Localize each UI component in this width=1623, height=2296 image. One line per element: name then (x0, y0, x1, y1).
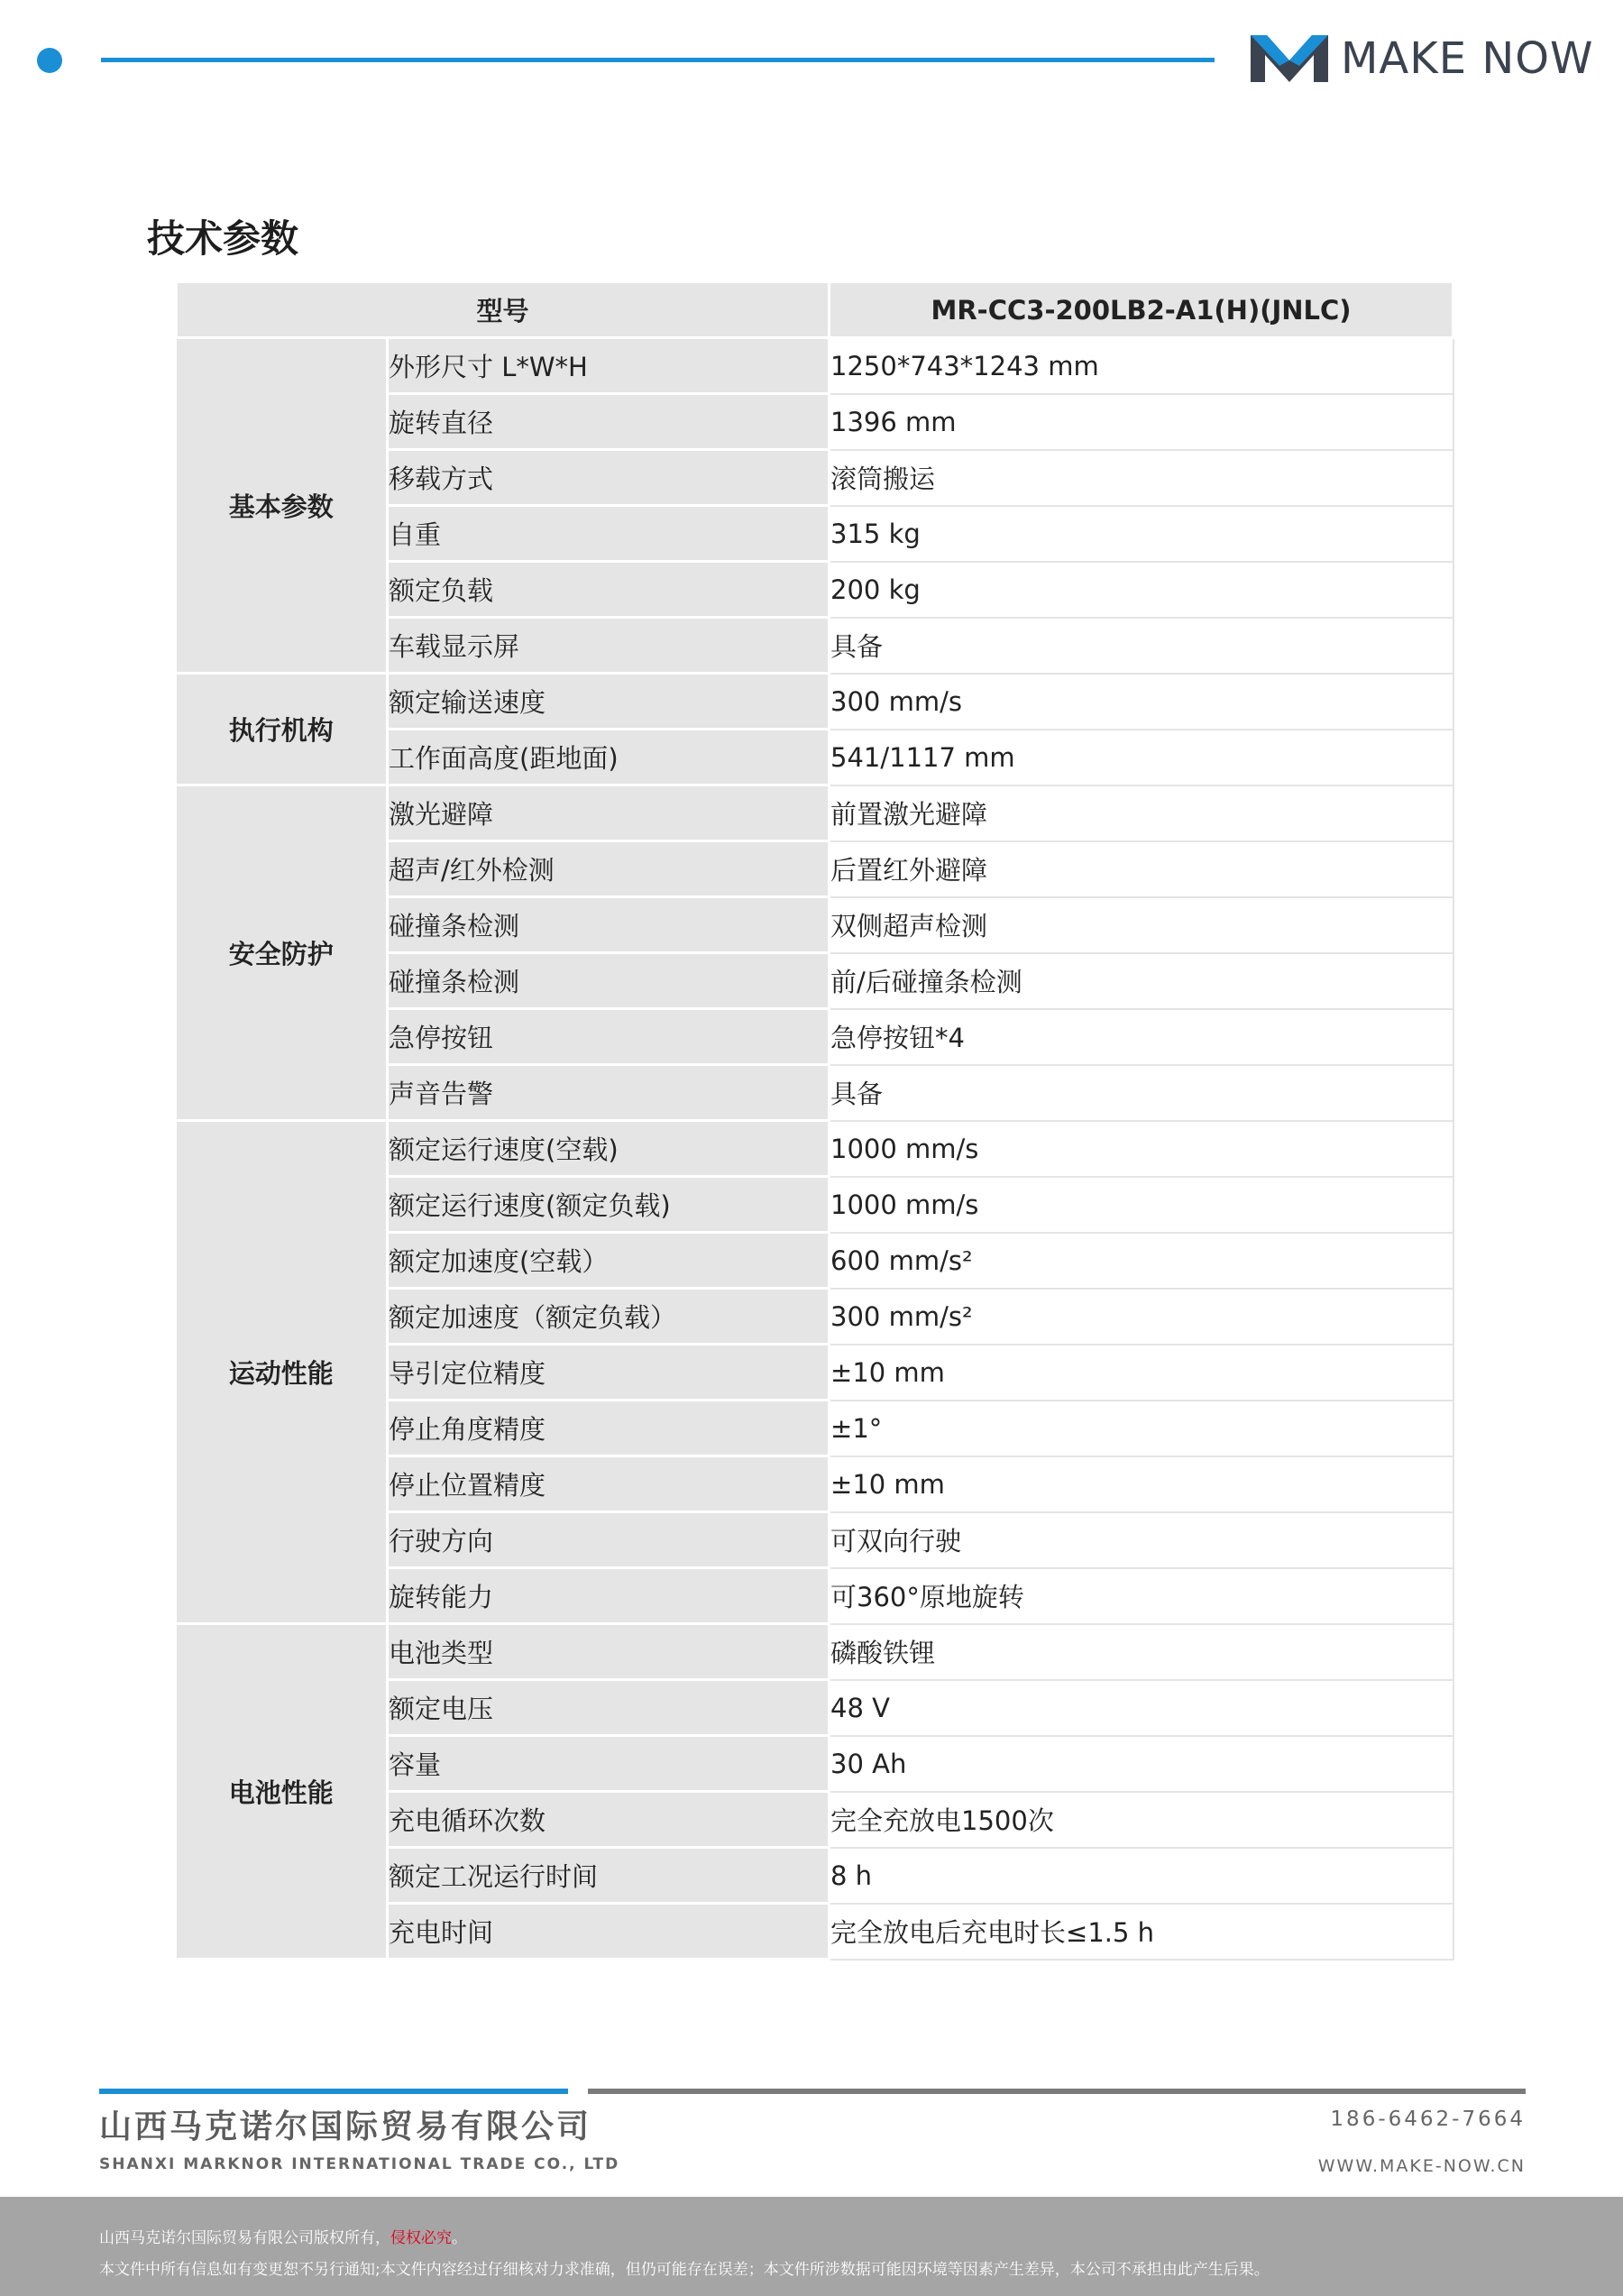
param-value: 200 kg (830, 562, 1453, 618)
param-label: 容量 (388, 1736, 830, 1792)
param-label: 电池类型 (388, 1624, 830, 1680)
param-value: 315 kg (830, 506, 1453, 562)
param-label: 额定运行速度(额定负载) (388, 1177, 830, 1233)
param-value: 1250*743*1243 mm (830, 338, 1453, 394)
param-value: 可360°原地旋转 (830, 1568, 1453, 1624)
brand-logo (1249, 27, 1593, 90)
header-dot (37, 48, 62, 73)
logo-mark-icon (1249, 30, 1330, 87)
logo-text: MAKE NOW (1341, 33, 1594, 84)
param-value: 1000 mm/s (830, 1177, 1453, 1233)
copyright-suffix: 。 (452, 2229, 467, 2247)
param-value: ±1° (830, 1401, 1453, 1456)
param-value: 具备 (830, 1065, 1453, 1121)
param-value: 完全充放电1500次 (830, 1792, 1453, 1848)
param-value: 可双向行驶 (830, 1512, 1453, 1568)
table-row (177, 1624, 1453, 1680)
param-label: 车载显示屏 (388, 618, 830, 674)
param-label: 额定工况运行时间 (388, 1848, 830, 1904)
category-motion: 运动性能 (177, 1121, 388, 1624)
param-value: 48 V (830, 1680, 1453, 1736)
category-actuator: 执行机构 (177, 674, 388, 785)
footer-disclaimer: 本文件中所有信息如有变更恕不另行通知;本文件内容经过仔细核对力求准确，但仍可能存在误差；本文件所涉数据可能因环境等因素产生差异，本公司不承担由此产生后果。 (99, 2261, 1270, 2279)
param-label: 额定输送速度 (388, 674, 830, 730)
param-value: 30 Ah (830, 1736, 1453, 1792)
param-label: 额定负载 (388, 562, 830, 618)
param-label: 充电循环次数 (388, 1792, 830, 1848)
table-row (177, 674, 1453, 730)
model-value: MR-CC3-200LB2-A1(H)(JNLC) (830, 282, 1453, 338)
param-value: 541/1117 mm (830, 730, 1453, 785)
param-label: 超声/红外检测 (388, 841, 830, 897)
param-value: 双侧超声检测 (830, 897, 1453, 953)
param-value: 磷酸铁锂 (830, 1624, 1453, 1680)
param-label: 停止角度精度 (388, 1401, 830, 1456)
param-label: 旋转直径 (388, 394, 830, 450)
footer-copyright (99, 2225, 467, 2247)
param-value: 1000 mm/s (830, 1121, 1453, 1177)
copyright-prefix: 山西马克诺尔国际贸易有限公司版权所有， (99, 2229, 390, 2247)
param-label: 导引定位精度 (388, 1345, 830, 1401)
param-value: 完全放电后充电时长≤1.5 h (830, 1904, 1453, 1960)
spec-table (175, 280, 1454, 1961)
footer-phone: 186-6462-7664 (1330, 2108, 1526, 2131)
footer-gray-line (588, 2089, 1526, 2094)
footer-website: WWW.MAKE-NOW.CN (1317, 2156, 1526, 2176)
param-value: 急停按钮*4 (830, 1009, 1453, 1065)
param-value: ±10 mm (830, 1345, 1453, 1401)
param-value: 600 mm/s² (830, 1233, 1453, 1289)
param-label: 充电时间 (388, 1904, 830, 1960)
param-value: 前/后碰撞条检测 (830, 953, 1453, 1009)
category-basic: 基本参数 (177, 338, 388, 674)
param-label: 行驶方向 (388, 1512, 830, 1568)
param-value: 具备 (830, 618, 1453, 674)
param-label: 声音告警 (388, 1065, 830, 1121)
model-label: 型号 (177, 282, 830, 338)
footer-company-en: SHANXI MARKNOR INTERNATIONAL TRADE CO., LTD (99, 2155, 620, 2173)
param-value: ±10 mm (830, 1456, 1453, 1512)
category-battery: 电池性能 (177, 1624, 388, 1960)
param-label: 激光避障 (388, 785, 830, 841)
param-label: 自重 (388, 506, 830, 562)
param-value: 后置红外避障 (830, 841, 1453, 897)
table-row (177, 1121, 1453, 1177)
param-label: 工作面高度(距地面) (388, 730, 830, 785)
param-label: 停止位置精度 (388, 1456, 830, 1512)
param-label: 碰撞条检测 (388, 953, 830, 1009)
param-value: 1396 mm (830, 394, 1453, 450)
param-value: 300 mm/s (830, 674, 1453, 730)
footer-blue-line (99, 2089, 568, 2094)
param-label: 外形尺寸 L*W*H (388, 338, 830, 394)
copyright-warning: 侵权必究 (390, 2229, 452, 2247)
header-line (101, 58, 1215, 62)
table-row (177, 338, 1453, 394)
footer-company-cn: 山西马克诺尔国际贸易有限公司 (99, 2108, 592, 2145)
param-label: 急停按钮 (388, 1009, 830, 1065)
param-label: 额定电压 (388, 1680, 830, 1736)
param-value: 300 mm/s² (830, 1289, 1453, 1345)
table-header-row (177, 282, 1453, 338)
page-title: 技术参数 (147, 216, 299, 261)
table-row (177, 785, 1453, 841)
param-label: 额定加速度(空载） (388, 1233, 830, 1289)
param-label: 移载方式 (388, 450, 830, 506)
param-value: 8 h (830, 1848, 1453, 1904)
param-label: 旋转能力 (388, 1568, 830, 1624)
param-label: 额定运行速度(空载) (388, 1121, 830, 1177)
param-value: 前置激光避障 (830, 785, 1453, 841)
category-safety: 安全防护 (177, 785, 388, 1121)
param-label: 碰撞条检测 (388, 897, 830, 953)
param-label: 额定加速度（额定负载） (388, 1289, 830, 1345)
param-value: 滚筒搬运 (830, 450, 1453, 506)
